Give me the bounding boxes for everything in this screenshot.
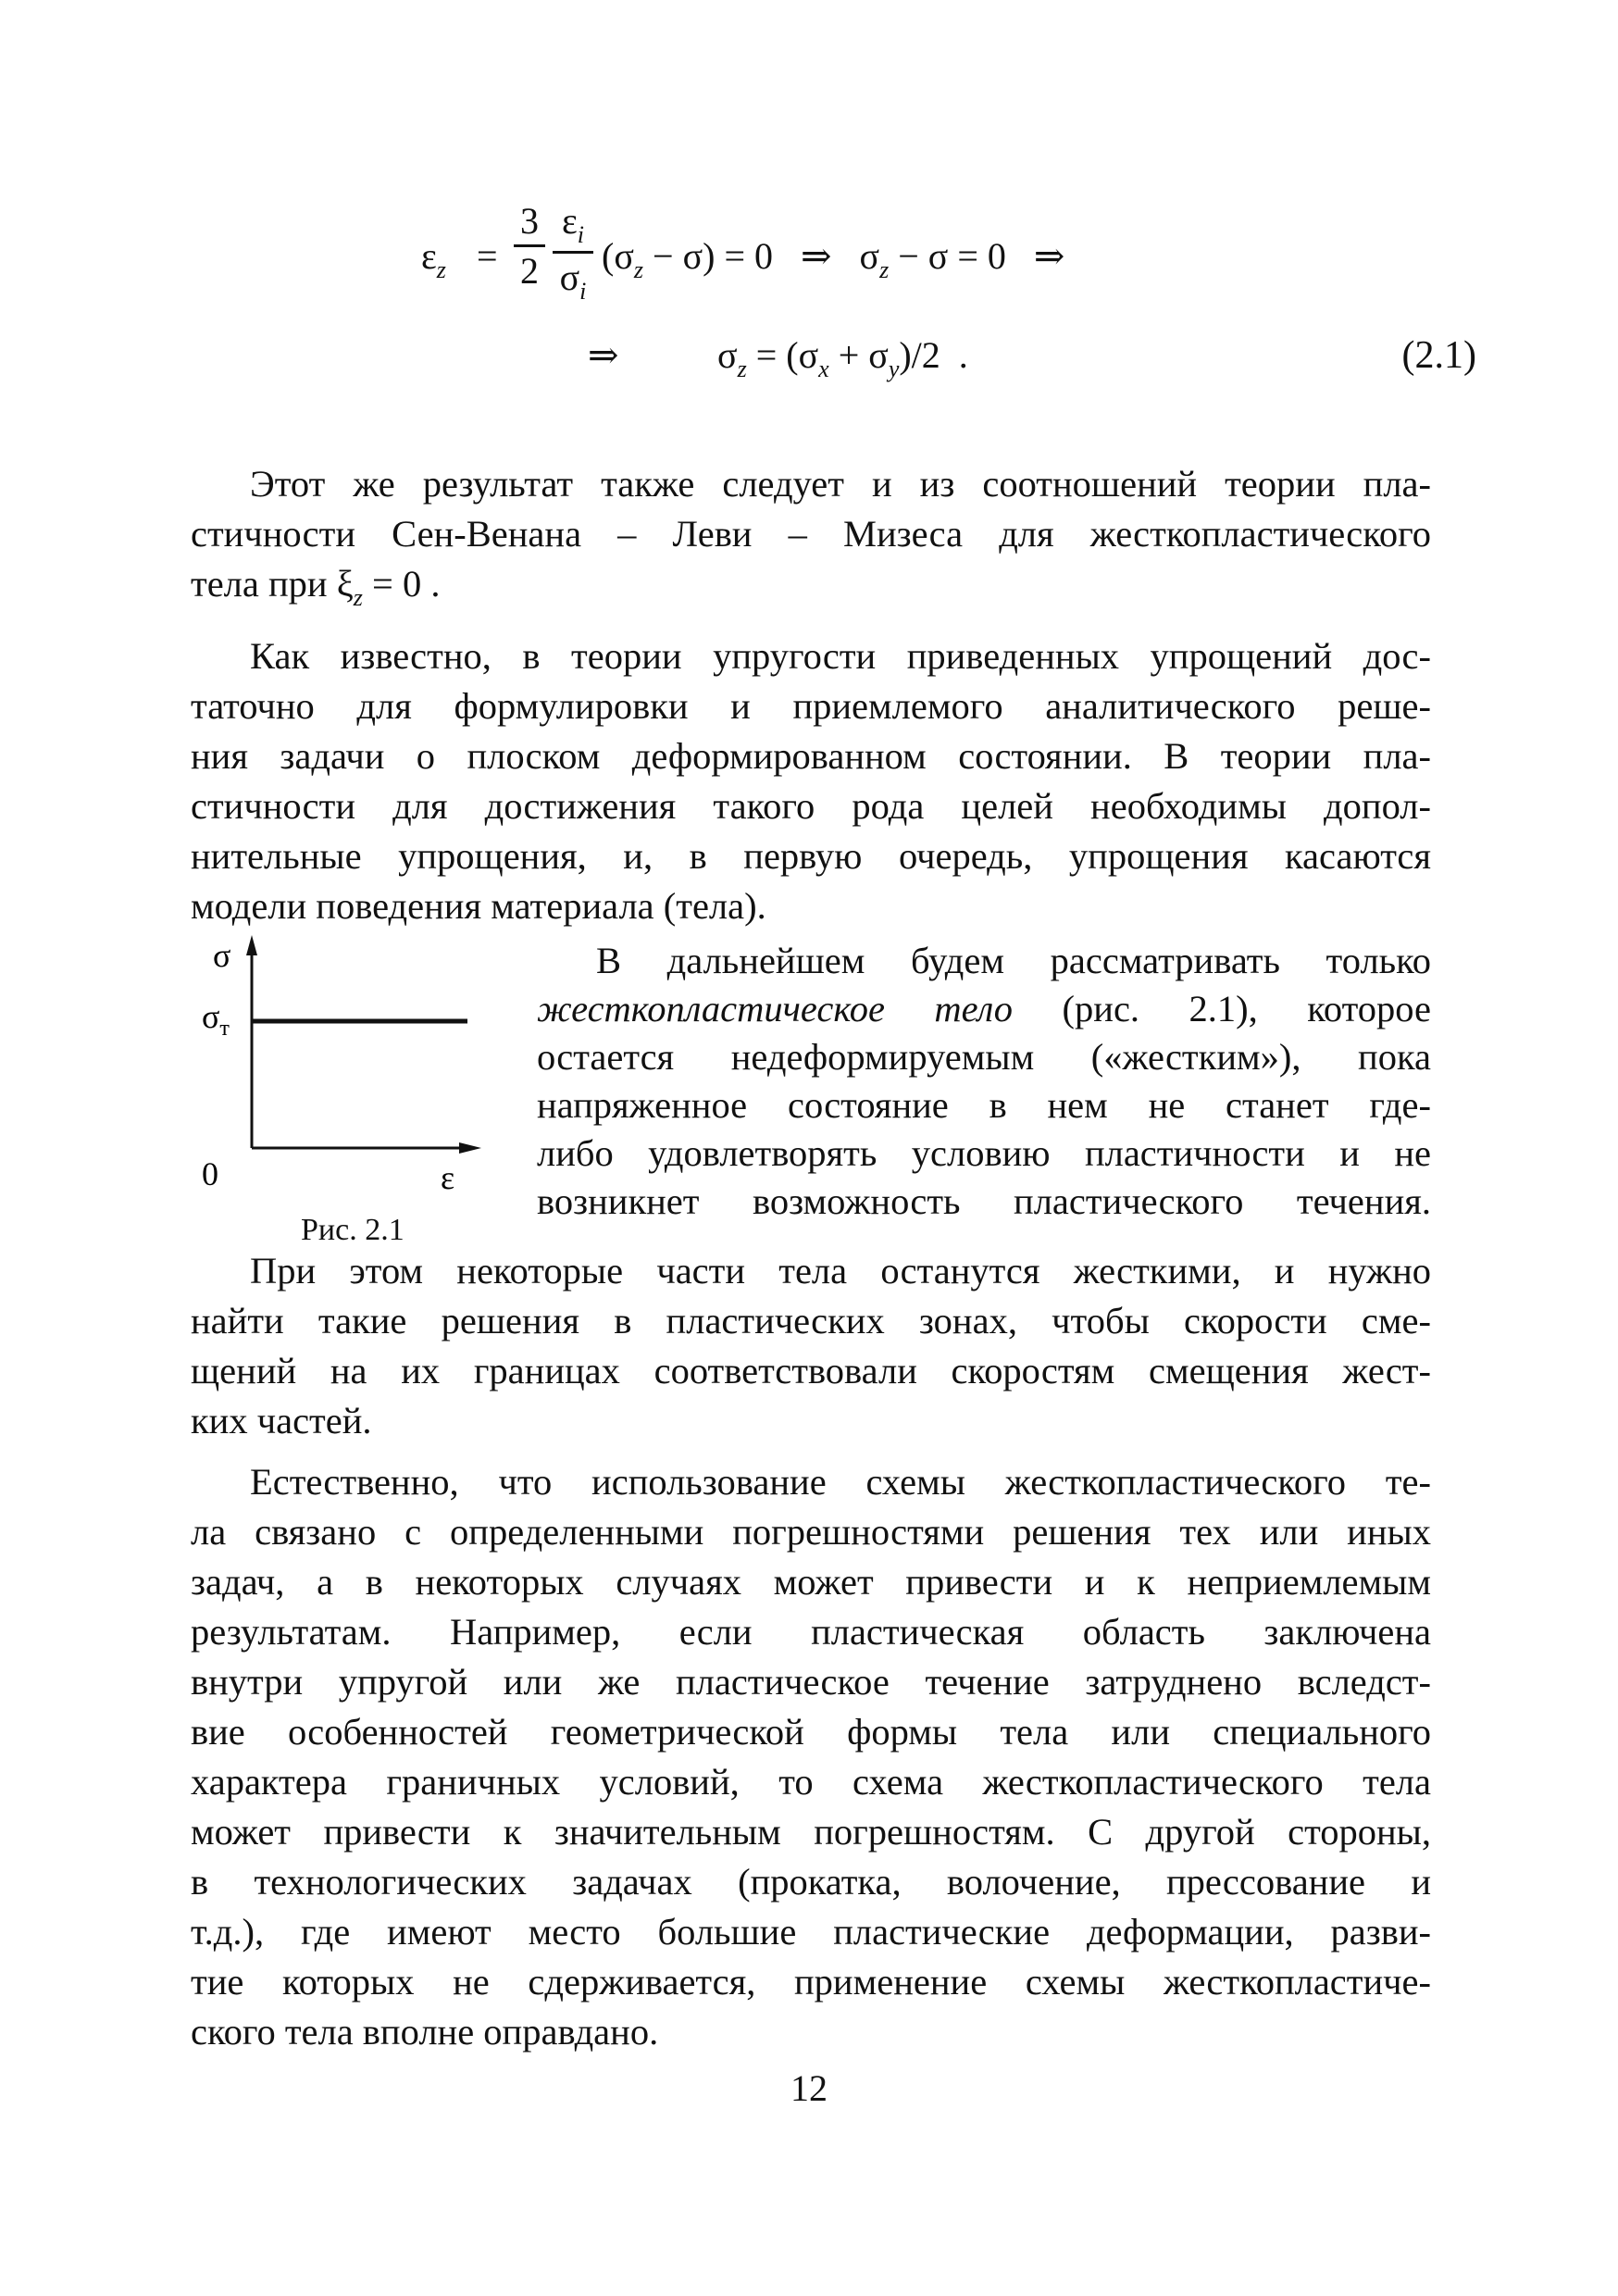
text-line: вие особенностей геометрической формы тела или специального [191, 1711, 1431, 1753]
text-line: ского тела вполне оправдано. [191, 2011, 659, 2053]
eq-sigma-z: $\sigma_z = (\sigma_x + \sigma_y)/2$ . [717, 334, 968, 382]
text-line: таточно для формулировки и приемлемого аналитического реше- [191, 685, 1431, 727]
text-line: нительные упрощения, и, в первую очередь, упрощения касаются [191, 835, 1431, 877]
text-line: либо удовлетворять условию пластичности и не [537, 1132, 1431, 1174]
figure-2-1 [185, 935, 500, 1247]
paragraph-1 [191, 459, 1431, 623]
text-line: напряженное состояние в нем не станет где- [537, 1084, 1431, 1126]
text-line: в технологических задачах (прокатка, волочение, прессование и [191, 1861, 1431, 1903]
yield-stress-label: $\sigma_т$ [202, 998, 230, 1041]
y-axis-arrow [246, 935, 257, 955]
figure-caption: Рис. 2.1 [301, 1213, 404, 1247]
text-line: стичности для достижения такого рода целей необходимы допол- [191, 785, 1431, 827]
text-line: щений на их границах соответствовали скоростям смещения жест- [191, 1350, 1431, 1391]
text-line: стичности Сен-Венана – Леви – Мизеса для жесткопластического [191, 513, 1431, 555]
text-line: т.д.), где имеют место большие пластические деформации, разви- [191, 1911, 1431, 1953]
text-line: ких частей. [191, 1400, 372, 1441]
text-line: возникнет возможность пластического течения. [537, 1180, 1431, 1222]
eq-rest: $(\sigma_z - \sigma) = 0$ ⇒ $\sigma_z - \sigma = 0$ ⇒ [602, 235, 1065, 283]
text-line: остается недеформируемым («жестким»), пока [537, 1036, 1431, 1078]
eq-fraction-3-2: 3 2 [514, 199, 545, 293]
eq-implies: ⇒ [588, 334, 619, 376]
text-line: модели поведения материала (тела). [191, 885, 766, 927]
equation-line-1 [421, 199, 1254, 319]
page-number: 12 [790, 2067, 828, 2109]
y-axis-label: σ [213, 937, 231, 974]
equation-number: (2.1) [1401, 334, 1476, 377]
paragraph-4 [191, 1246, 1431, 1446]
text-line: задач, а в некоторых случаях может привести и к неприемлемым [191, 1561, 1431, 1603]
paragraph-2 [191, 631, 1431, 931]
text-line: ла связано с определенными погрешностями решения тех или иных [191, 1511, 1431, 1553]
equation-line-2 [588, 333, 1476, 398]
text-line: тела при $\xi_z = 0$ . [191, 563, 441, 611]
text-line: может привести к значительным погрешностям. С другой стороны, [191, 1811, 1431, 1853]
eq-lhs: $\varepsilon_z$ [421, 235, 446, 283]
origin-label: 0 [202, 1155, 218, 1192]
text-line: Этот же результат также следует и из соотношений теории пла- [250, 463, 1431, 505]
x-axis-arrow [459, 1142, 481, 1154]
text-line: характера граничных условий, то схема жесткопластического тела [191, 1761, 1431, 1803]
text-line: Естественно, что использование схемы жесткопластического те- [250, 1461, 1431, 1503]
text-line: При этом некоторые части тела останутся жесткими, и нужно [250, 1250, 1431, 1292]
text-line: внутри упругой или же пластическое течение затруднено вследст- [191, 1661, 1431, 1703]
text-line: тие которых не сдерживается, применение схемы жесткопластиче- [191, 1961, 1431, 2003]
paragraph-3 [537, 937, 1431, 1226]
eq-equals: = [477, 235, 498, 277]
x-axis-label: ε [441, 1159, 455, 1196]
eq-fraction-eps-sigma: $\varepsilon_i$ $\sigma_i$ [553, 199, 593, 306]
text-line: результатам. Например, если пластическая область заключена [191, 1611, 1431, 1653]
stress-strain-diagram [185, 935, 500, 1213]
text-line: В дальнейшем будем рассматривать только [596, 940, 1431, 981]
text-line: ния задачи о плоском деформированном состоянии. В теории пла- [191, 735, 1431, 777]
text-line: найти такие решения в пластических зонах, чтобы скорости сме- [191, 1300, 1431, 1341]
text-line: жесткопластическое тело (рис. 2.1), которое [537, 988, 1431, 1029]
paragraph-5 [191, 1457, 1431, 2057]
text-line: Как известно, в теории упругости приведенных упрощений дос- [250, 635, 1431, 677]
